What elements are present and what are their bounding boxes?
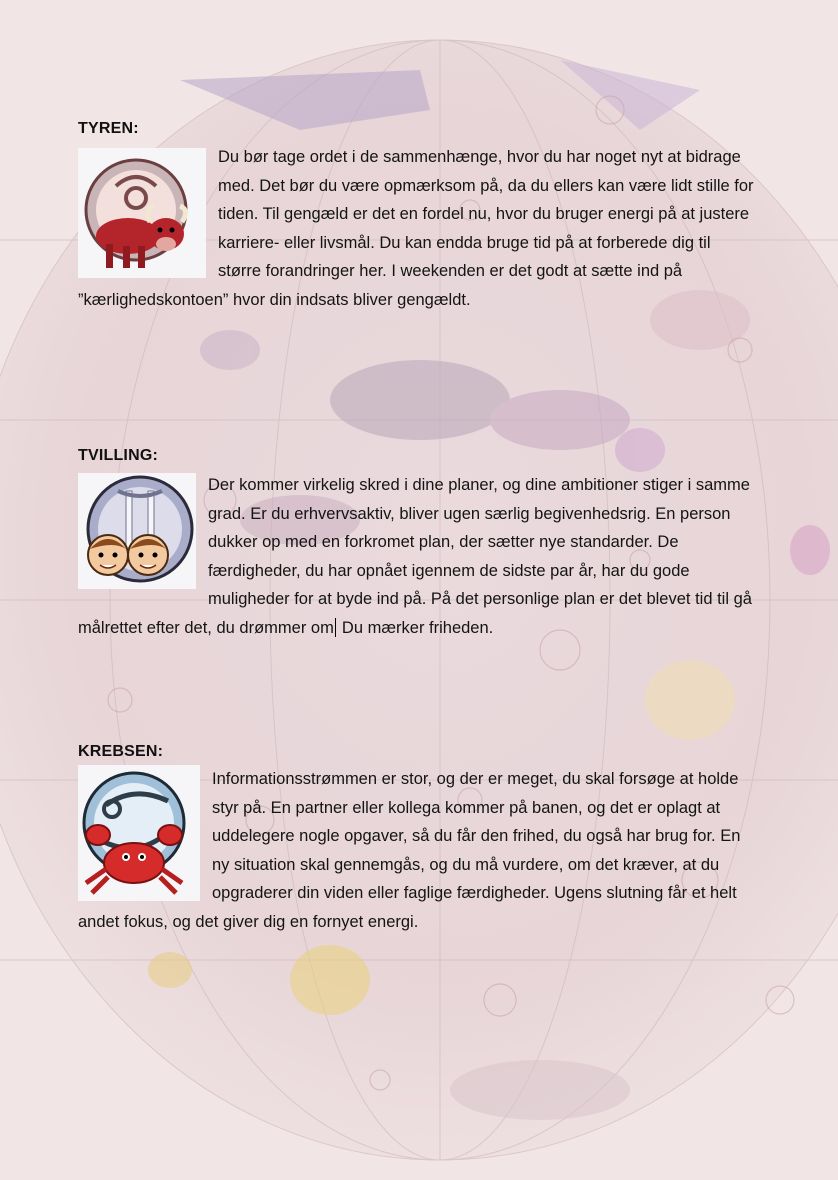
section-text-tvilling-part1: Der kommer virkelig skred i dine planer, og dine ambitioner stiger i samme grad. Er du erhvervsaktiv, bliver ugen særlig begivenhedsrig. En person dukker op med en forkromet plan, der sætter nye standarder. De færdigheder, du har opnået igennem de sidste par år, har du gode muligheder for at byde ind på. På det personlige plan er det blevet tid til gå målrettet efter det, du drømmer om [78, 476, 752, 637]
section-text-tvilling-part2: Du mærker friheden. [337, 618, 494, 637]
cancer-crab-icon [78, 765, 200, 901]
section-text-tyren: Du bør tage ordet i de sammenhænge, hvor du har noget nyt at bidrage med. Det bør du være opmærksom på, da du ellers kan være lidt stille for tiden. Til gengæld er det en fordel nu, hvor du bruger energi på at justere karriere- eller livsmål. Du kan endda bruge tid på at forberede dig til større forandringer her. I weekenden er det godt at sætte ind på ”kærlighedskontoen” hvor din indsats bliver gengældt. [78, 148, 754, 309]
horoscope-section-tvilling [78, 471, 758, 642]
section-heading-krebsen: KREBSEN: [78, 743, 164, 760]
horoscope-section-tyren [78, 143, 758, 314]
gemini-twins-icon [78, 473, 196, 589]
taurus-bull-icon [78, 148, 206, 278]
section-heading-tvilling: TVILLING: [78, 447, 159, 464]
section-text-krebsen: Informationsstrømmen er stor, og der er meget, du skal forsøge at holde styr på. En partner eller kollega kommer på banen, og det er oplagt at uddelegere nogle opgaver, så du får den frihed, du også har brug for. En ny situation skal gennemgås, og du må vurdere, om det kræver, at du opgraderer din viden eller faglige færdigheder. Ugens slutning får et helt andet fokus, og det giver dig en fornyet energi. [78, 770, 741, 931]
section-heading-tyren: TYREN: [78, 120, 139, 137]
horoscope-section-krebsen [78, 765, 758, 936]
